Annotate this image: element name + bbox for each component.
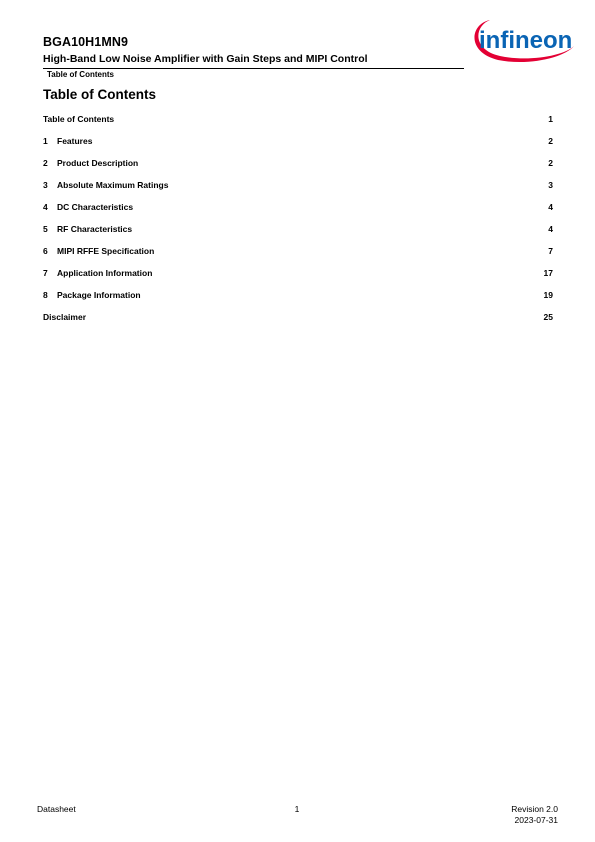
toc-entry[interactable] <box>43 312 553 334</box>
toc-entry-number: 1 <box>43 136 48 146</box>
toc-entry[interactable] <box>43 290 553 312</box>
toc-entry[interactable] <box>43 136 553 158</box>
toc-entry-page[interactable]: 7 <box>548 246 553 256</box>
header-divider <box>43 68 464 69</box>
toc-entry-title[interactable]: MIPI RFFE Specification <box>57 246 155 256</box>
toc-entry[interactable] <box>43 158 553 180</box>
footer-revision: Revision 2.0 <box>511 804 558 814</box>
toc-entry-title[interactable]: Product Description <box>57 158 139 168</box>
toc-entry-number: 8 <box>43 290 48 300</box>
toc-entry-page[interactable]: 25 <box>543 312 553 322</box>
toc-entry[interactable] <box>43 202 553 224</box>
toc-entry-title[interactable]: RF Characteristics <box>57 224 133 234</box>
logo-wordmark: infineon <box>479 27 573 54</box>
toc-entry-number: 3 <box>43 180 48 190</box>
toc-entry[interactable] <box>43 180 553 202</box>
toc-entry-page[interactable]: 2 <box>548 136 553 146</box>
toc-entry-title[interactable]: Package Information <box>57 290 141 300</box>
toc-entry-number: 4 <box>43 202 48 212</box>
toc-entry-number: 6 <box>43 246 48 256</box>
product-name: BGA10H1MN9 <box>43 35 129 49</box>
toc-entry[interactable] <box>43 224 553 246</box>
toc-heading: Table of Contents <box>43 87 156 102</box>
toc-entry-title[interactable]: Application Information <box>57 268 153 278</box>
footer-date: 2023-07-31 <box>514 815 558 825</box>
toc-entry-page[interactable]: 19 <box>543 290 553 300</box>
footer-page-number: 1 <box>294 804 300 814</box>
footer-doc-type: Datasheet <box>37 804 76 814</box>
header-section-label: Table of Contents <box>47 70 114 79</box>
toc-entry-title[interactable]: Features <box>57 136 93 146</box>
product-subtitle: High-Band Low Noise Amplifier with Gain Steps and MIPI Control <box>43 53 368 65</box>
toc-entry-page[interactable]: 17 <box>543 268 553 278</box>
toc-list <box>43 114 553 334</box>
toc-entry-title[interactable]: DC Characteristics <box>57 202 134 212</box>
toc-entry-number: 5 <box>43 224 48 234</box>
toc-entry-page[interactable]: 2 <box>548 158 553 168</box>
toc-entry-title[interactable]: Table of Contents <box>43 114 115 124</box>
toc-entry-number: 7 <box>43 268 48 278</box>
toc-entry-page[interactable]: 4 <box>548 224 553 234</box>
infineon-logo <box>468 16 576 64</box>
toc-entry-page[interactable]: 1 <box>548 114 553 124</box>
toc-entry-title[interactable]: Absolute Maximum Ratings <box>57 180 169 190</box>
toc-entry-number: 2 <box>43 158 48 168</box>
toc-entry-page[interactable]: 4 <box>548 202 553 212</box>
toc-entry-page[interactable]: 3 <box>548 180 553 190</box>
toc-entry[interactable] <box>43 246 553 268</box>
toc-entry[interactable] <box>43 114 553 136</box>
toc-entry-title[interactable]: Disclaimer <box>43 312 86 322</box>
toc-entry[interactable] <box>43 268 553 290</box>
